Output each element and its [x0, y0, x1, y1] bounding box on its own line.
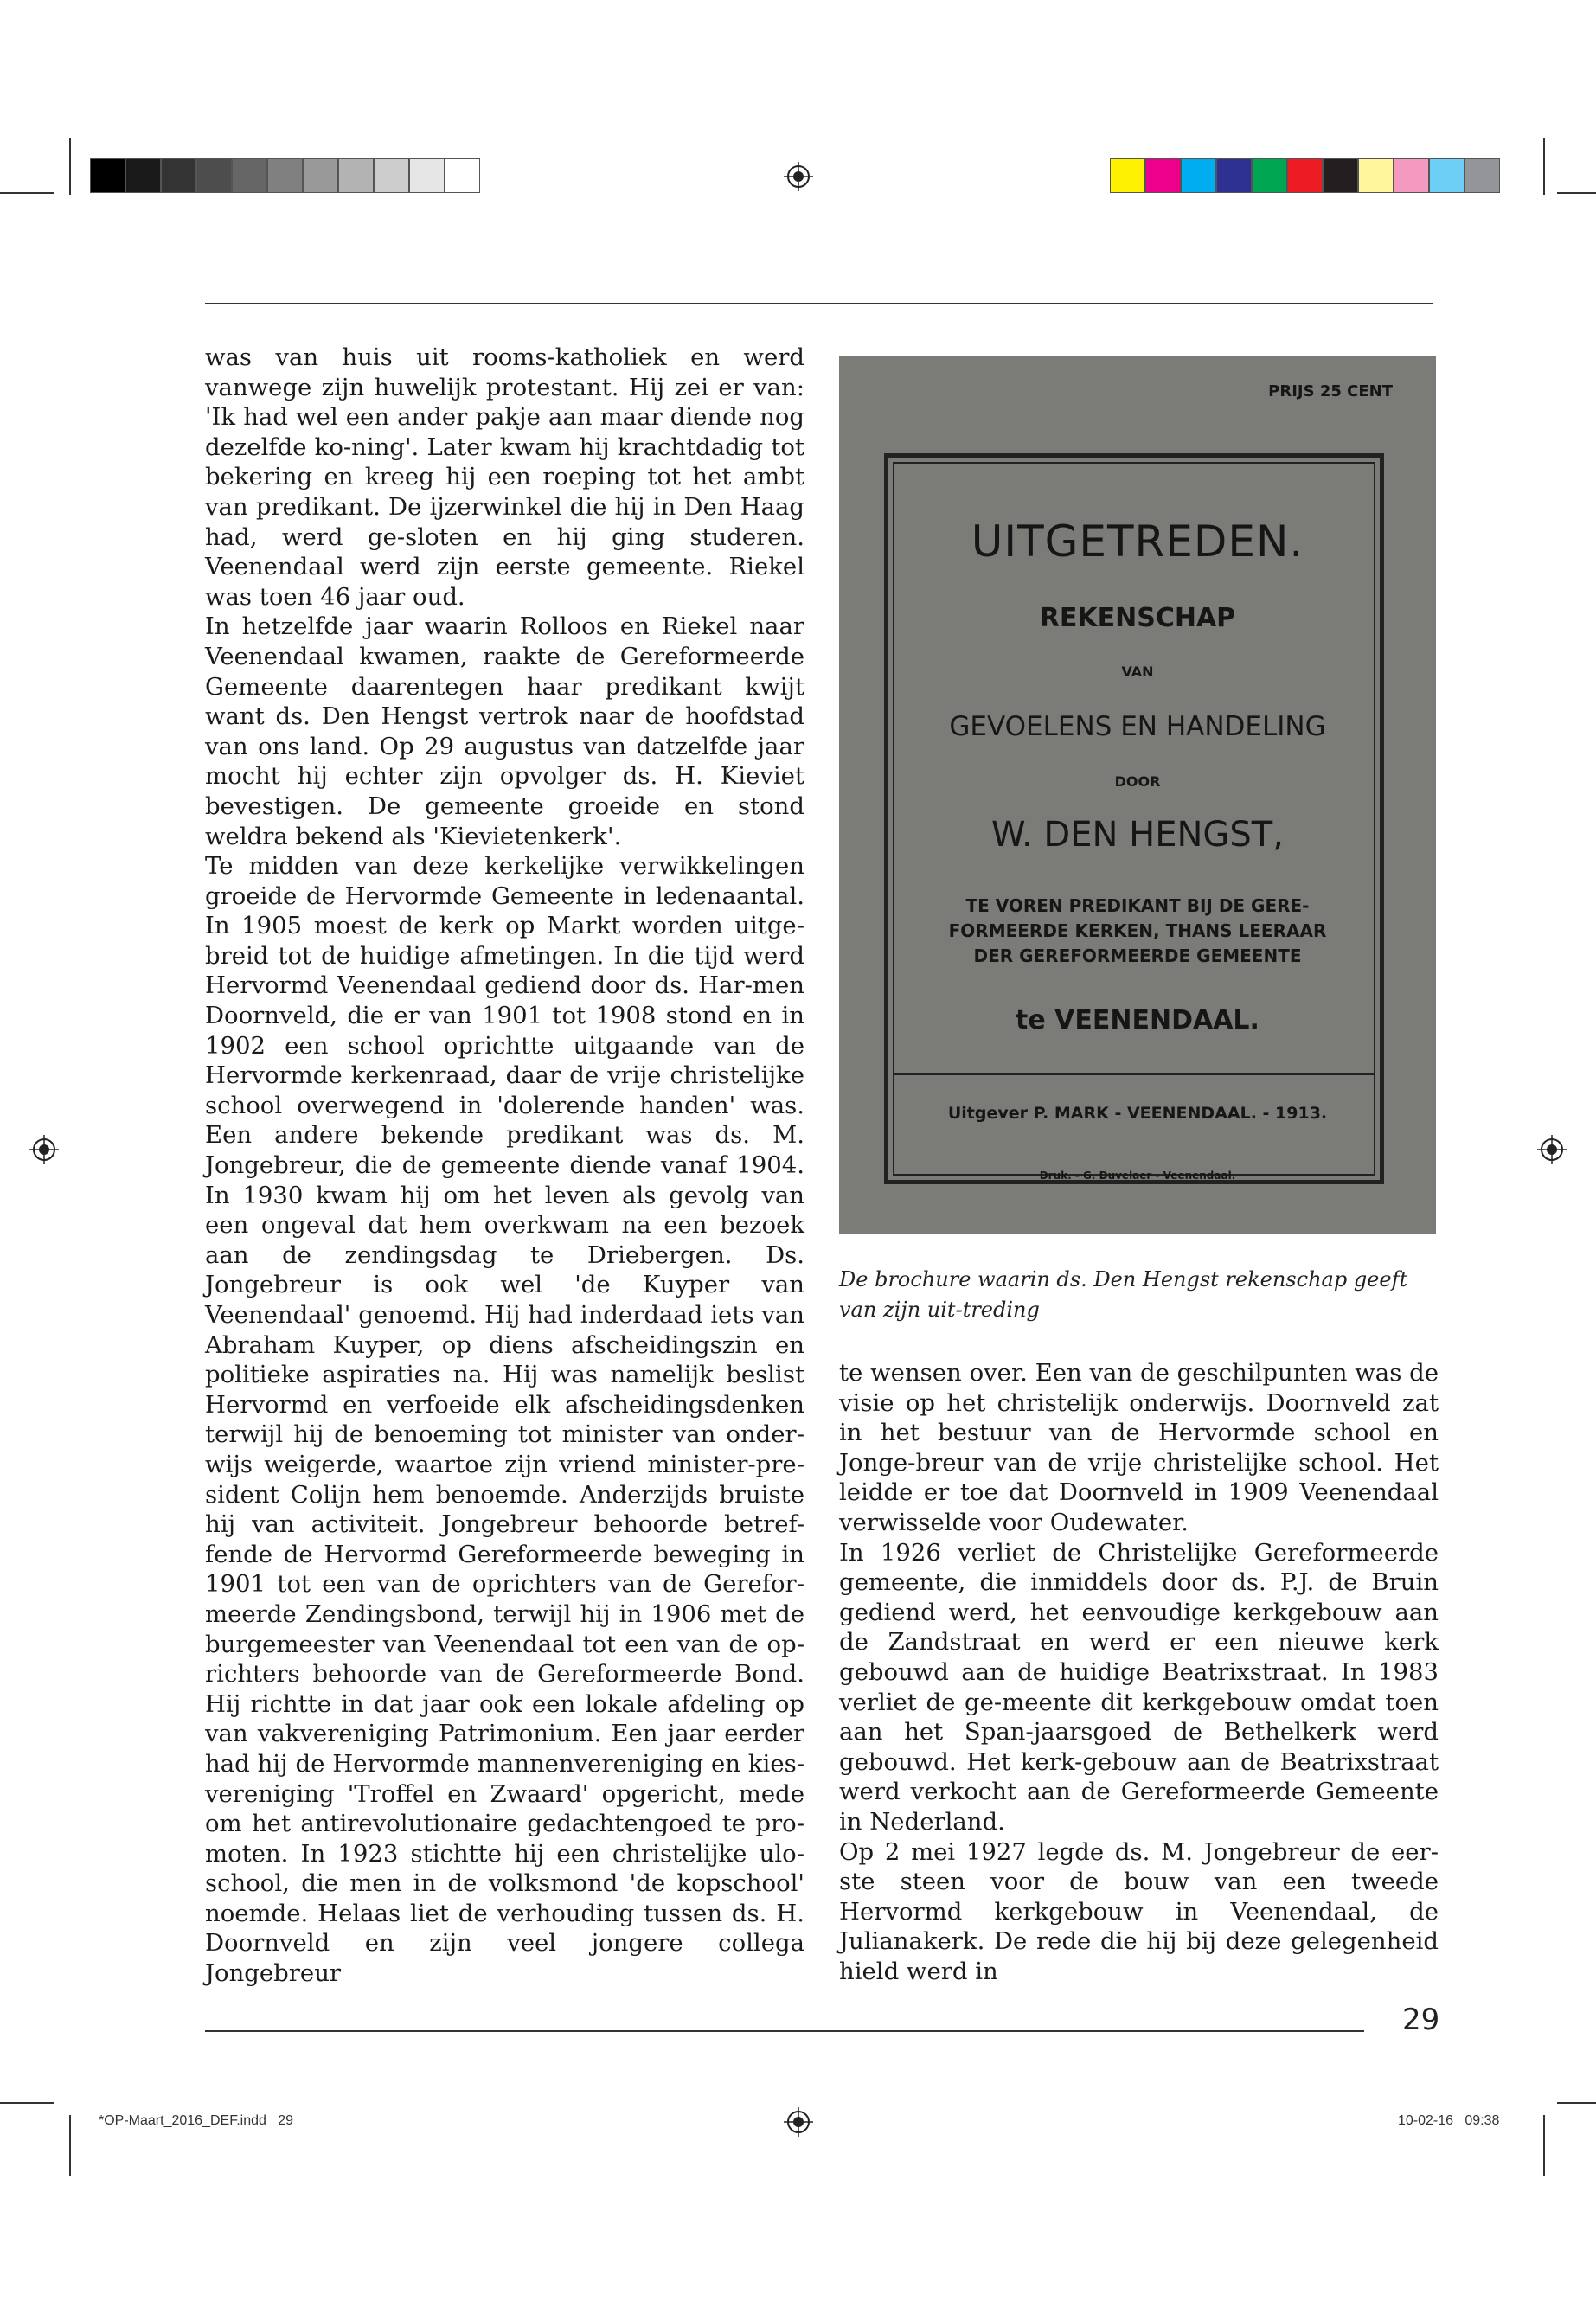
brochure-place: te VEENENDAAL.	[1016, 1005, 1259, 1035]
brochure-subtitle: TE VOREN PREDIKANT BIJ DE GERE-	[965, 895, 1310, 916]
brochure-divider	[893, 1073, 1375, 1075]
registration-target-icon	[784, 162, 813, 191]
brochure-printer: Druk. - G. Duvelaer - Veenendaal.	[1039, 1170, 1236, 1182]
crop-mark	[69, 138, 71, 195]
crop-mark	[1543, 138, 1545, 195]
brochure-title: UITGETREDEN.	[971, 516, 1304, 567]
brochure-line: REKENSCHAP	[1039, 603, 1236, 633]
paragraph: Te midden van deze kerkelijke verwikkelingen groeide de Hervormde Gemeente in ledenaantal. In 1905 moest de kerk op Markt worden uitge-breid tot de huidige afmetingen. In die tijd werd Hervormd Veenendaal gediend door ds. Har-men Doornveld, die er van 1901 tot 1908 stond en in 1902 een school oprichtte uitgaande van de Hervormde kerkenraad, daar de vrije christelijke school overwegend in 'dolerende handen' was. Een andere bekende predikant was ds. M. Jongebreur, die de gemeente diende vanaf 1904. In 1930 kwam hij om het leven als gevolg van een ongeval dat hem overkwam na een bezoek aan de zendingsdag te Driebergen. Ds. Jongebreur is ook wel 'de Kuyper van Veenendaal' genoemd. Hij had inderdaad iets van Abraham Kuyper, op diens afscheidingszin en politieke aspiraties na. Hij was namelijk beslist Hervormd en verfoeide elk afscheidingsdenken terwijl hij de benoeming tot minister van onder-wijs weigerde, waartoe zijn vriend minister-pre-sident Colijn hem benoemde. Anderzijds bruiste hij van activiteit. Jongebreur behoorde betref-fende de Hervormd Gereformeerde beweging in 1901 tot een van de oprichters van de Gerefor-meerde Zendingsbond, terwijl hij in 1906 met de burgemeester van Veenendaal tot een van de op-richters behoorde van de Gereformeerde Bond. Hij richtte in dat jaar ook een lokale afdeling op van vakvereniging Patrimonium. Een jaar eerder had hij de Hervormde mannenvereniging en kies-vereniging 'Troffel en Zwaard' opgericht, mede om het antirevolutionaire gedachtengoed te pro-moten. In 1923 stichtte hij een christelijke ulo-school, die men in de volksmond 'de kopschool' noemde. Helaas liet de verhouding tussen ds. H. Doornveld en zijn veel jongere collega Jongebreur	[205, 852, 804, 1988]
brochure-photo	[839, 356, 1436, 1234]
figure-caption: De brochure waarin ds. Den Hengst rekenschap geeft van zijn uit-treding	[839, 1267, 1408, 1322]
paragraph: In hetzelfde jaar waarin Rolloos en Riekel naar Veenendaal kwamen, raakte de Gereformeerde Gemeente daarentegen haar predikant kwijt want ds. Den Hengst vertrok naar de hoofdstad van ons land. Op 29 augustus van datzelfde jaar mocht hij echter zijn opvolger ds. H. Kieviet bevestigen. De gemeente groeide en stond weldra bekend als 'Kievietenkerk'.	[205, 612, 804, 850]
right-text-column	[839, 1358, 1439, 1986]
brochure-author: W. DEN HENGST,	[991, 815, 1284, 855]
paragraph: te wensen over. Een van de geschilpunten was de visie op het christelijk onderwijs. Doornveld zat in het bestuur van de Hervormde school en Jonge-breur van de vrije christelijke school. Het leidde er toe dat Doornveld in 1909 Veenendaal verwisselde voor Oudewater.	[839, 1359, 1439, 1536]
brochure-price: PRIJS 25 CENT	[1268, 382, 1393, 401]
crop-mark	[1557, 2102, 1596, 2104]
left-text-column	[205, 343, 804, 1989]
crop-mark	[69, 2115, 71, 2176]
brochure-subtitle: DER GEREFORMEERDE GEMEENTE	[973, 945, 1302, 966]
brochure-line: VAN	[1121, 663, 1154, 680]
process-color-bar	[1110, 158, 1500, 193]
registration-target-icon	[1537, 1135, 1567, 1164]
header-rule	[205, 303, 1433, 304]
brochure-line: GEVOELENS EN HANDELING	[949, 711, 1326, 742]
registration-target-icon	[784, 2107, 813, 2137]
paragraph: was van huis uit rooms-katholiek en werd vanwege zijn huwelijk protestant. Hij zei er van: 'Ik had wel een ander pakje aan maar diende nog dezelfde ko-ning'. Later kwam hij krachtdadig tot bekering en kreeg hij een roeping tot het ambt van predikant. De ijzerwinkel die hij in Den Haag had, werd ge-sloten en hij ging studeren. Veenendaal werd zijn eerste gemeente. Riekel was toen 46 jaar oud.	[205, 343, 804, 611]
slug-file-info: *OP-Maart_2016_DEF.indd 29	[99, 2113, 294, 2128]
brochure-publisher: Uitgever P. MARK - VEENENDAAL. - 1913.	[947, 1104, 1328, 1123]
crop-mark	[0, 192, 54, 194]
brochure-subtitle: FORMEERDE KERKEN, THANS LEERAAR	[948, 920, 1327, 941]
grayscale-color-bar	[90, 158, 480, 193]
slug-timestamp: 10-02-16 09:38	[1398, 2113, 1500, 2128]
paragraph: Op 2 mei 1927 legde ds. M. Jongebreur de eer-ste steen voor de bouw van een tweede Hervormd kerkgebouw in Veenendaal, de Julianakerk. De rede die hij bij deze gelegenheid hield werd in	[839, 1837, 1439, 1985]
page-number: 29	[1402, 2003, 1440, 2037]
crop-mark	[1543, 2115, 1545, 2176]
brochure-line: DOOR	[1114, 773, 1161, 790]
crop-mark	[1557, 192, 1596, 194]
paragraph: In 1926 verliet de Christelijke Gereformeerde gemeente, die inmiddels door ds. P.J. de Bruin gediend werd, het eenvoudige kerkgebouw aan de Zandstraat en werd er een nieuwe kerk gebouwd aan de huidige Beatrixstraat. In 1983 verliet de ge-meente dit kerkgebouw omdat toen aan het Span-jaarsgoed de Bethelkerk werd gebouwd. Het kerk-gebouw aan de Beatrixstraat werd verkocht aan de Gereformeerde Gemeente in Nederland.	[839, 1538, 1439, 1836]
footer-rule	[205, 2030, 1364, 2032]
registration-target-icon	[29, 1135, 59, 1164]
crop-mark	[0, 2102, 54, 2104]
